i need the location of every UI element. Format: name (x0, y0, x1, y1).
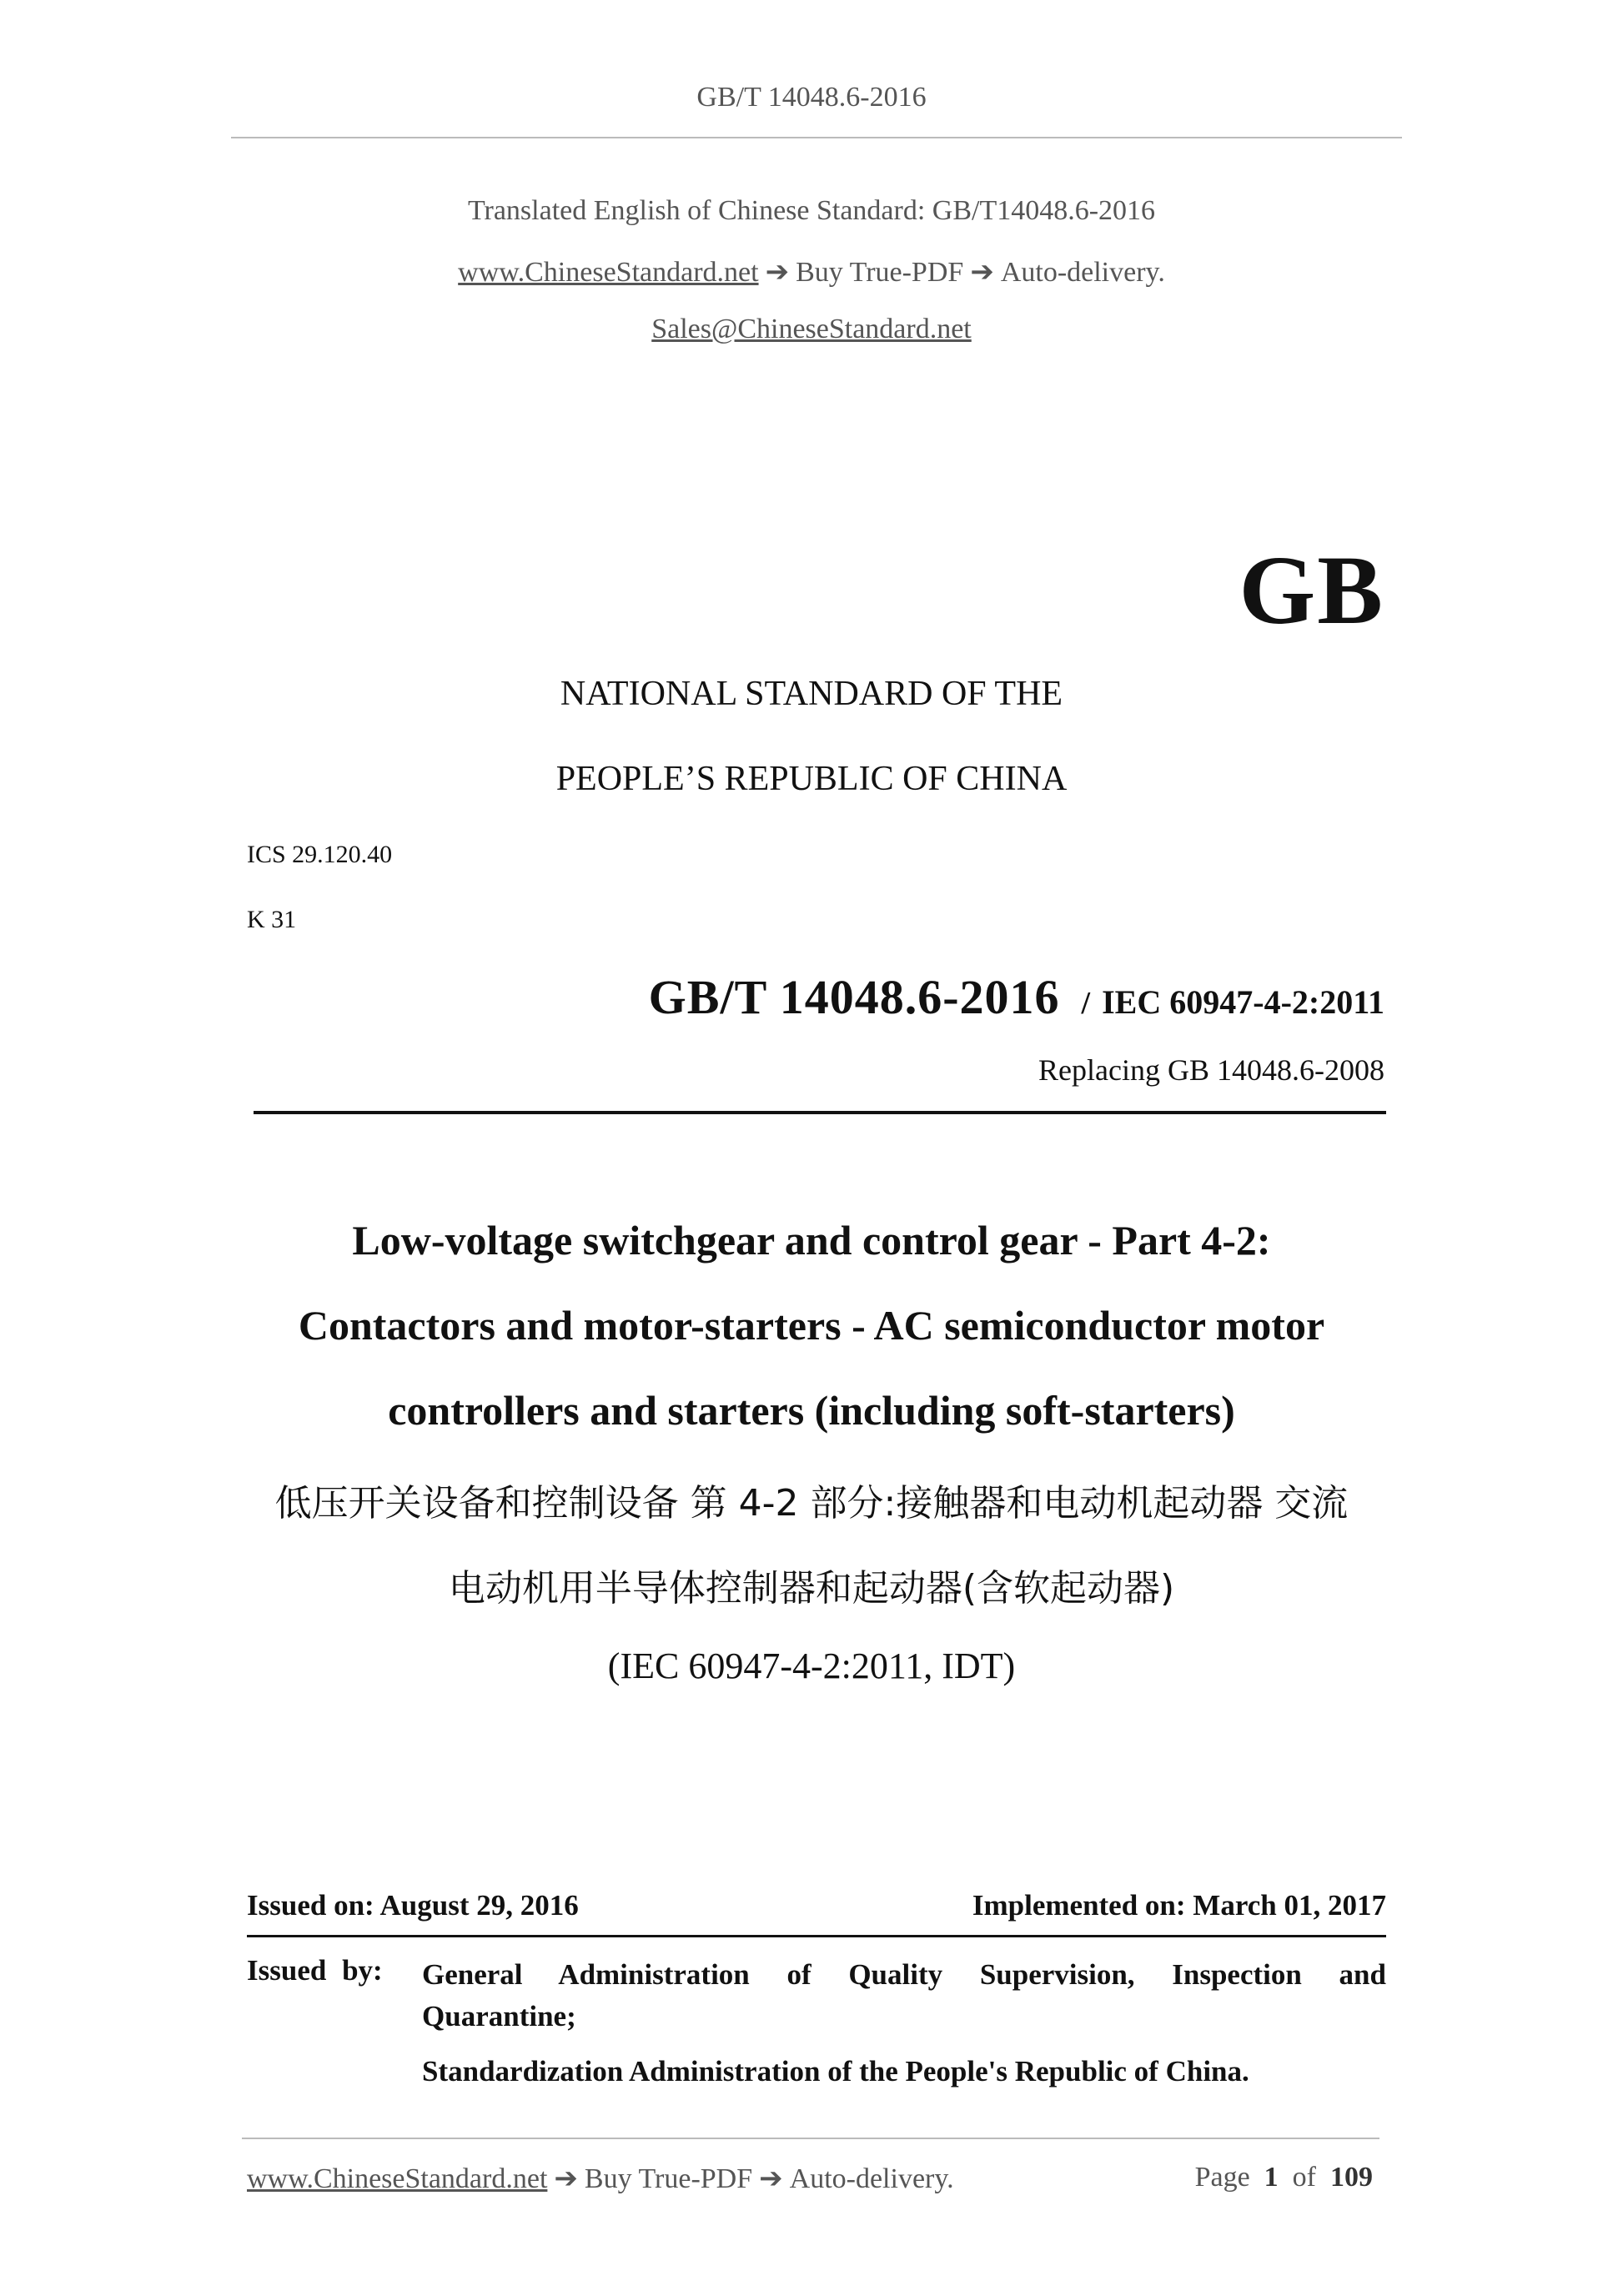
running-header: GB/T 14048.6-2016 (696, 82, 927, 113)
gb-number: GB/T 14048.6-2016 (648, 970, 1060, 1024)
email-line (0, 314, 1623, 345)
national-standard-line2: PEOPLE’S REPUBLIC OF CHINA (555, 760, 1068, 798)
page-indicator (1195, 2162, 1373, 2193)
page-total: 109 (1330, 2162, 1373, 2193)
arrow-right-icon: ➔ (765, 257, 790, 288)
issuer-org2: Standardization Administration of the People's Republic of China. (422, 2055, 1249, 2088)
issuer-org1-line1: General Administration of Quality Supervision, Inspection and (422, 1958, 1386, 1991)
title-divider (254, 1111, 1386, 1114)
dates-divider (247, 1935, 1386, 1937)
footer-auto-text: Auto-delivery. (789, 2163, 954, 2194)
ics-code: ICS 29.120.40 (247, 841, 393, 868)
site-link[interactable]: www.ChineseStandard.net (458, 257, 759, 288)
number-separator: / (1081, 986, 1091, 1021)
issuer-org1-line2: Quarantine; (422, 2000, 576, 2032)
title-en-line1: Low-voltage switchgear and control gear - Part 4-2: (352, 1217, 1271, 1264)
auto-delivery-text: Auto-delivery. (1000, 257, 1165, 288)
footer-site-link[interactable]: www.ChineseStandard.net (247, 2163, 548, 2194)
footer-divider (242, 2138, 1379, 2139)
idt-reference: (IEC 60947-4-2:2011, IDT) (607, 1645, 1016, 1686)
arrow-right-icon: ➔ (759, 2163, 783, 2194)
title-cn-line1: 低压开关设备和控制设备 第 4-2 部分:接触器和电动机起动器 交流 (274, 1482, 1349, 1525)
issued-by-label: Issued by: (247, 1954, 383, 1987)
arrow-right-icon: ➔ (554, 2163, 578, 2194)
title-en-line3: controllers and starters (including soft-starters) (388, 1387, 1235, 1434)
standard-number (649, 969, 1384, 1025)
gb-logo: GB (1239, 535, 1384, 645)
page-label: Page (1194, 2162, 1250, 2193)
arrow-right-icon: ➔ (970, 257, 994, 288)
issued-date: Issued on: August 29, 2016 (247, 1889, 579, 1922)
iec-number: IEC 60947-4-2:2011 (1102, 983, 1384, 1021)
page-number: 1 (1264, 2162, 1279, 2193)
dates-row (247, 1889, 1386, 1922)
translation-notice: Translated English of Chinese Standard: GB/T14048.6-2016 (467, 195, 1156, 226)
footer-purchase-line (247, 2162, 954, 2195)
national-standard-line1: NATIONAL STANDARD OF THE (560, 675, 1063, 713)
purchase-line (0, 255, 1623, 289)
replacing-note: Replacing GB 14048.6-2008 (1038, 1053, 1384, 1087)
title-en-line2: Contactors and motor-starters - AC semiconductor motor (298, 1302, 1325, 1349)
header-divider (231, 137, 1402, 138)
ccs-code: K 31 (247, 906, 297, 933)
title-cn-line2: 电动机用半导体控制器和起动器(含软起动器) (448, 1567, 1175, 1610)
sales-email-link[interactable]: Sales@ChineseStandard.net (651, 314, 972, 344)
of-label: of (1292, 2162, 1316, 2193)
buy-true-pdf-text: Buy True-PDF (796, 257, 964, 288)
footer-buy-text: Buy True-PDF (584, 2163, 753, 2194)
implemented-date: Implemented on: March 01, 2017 (972, 1889, 1386, 1922)
